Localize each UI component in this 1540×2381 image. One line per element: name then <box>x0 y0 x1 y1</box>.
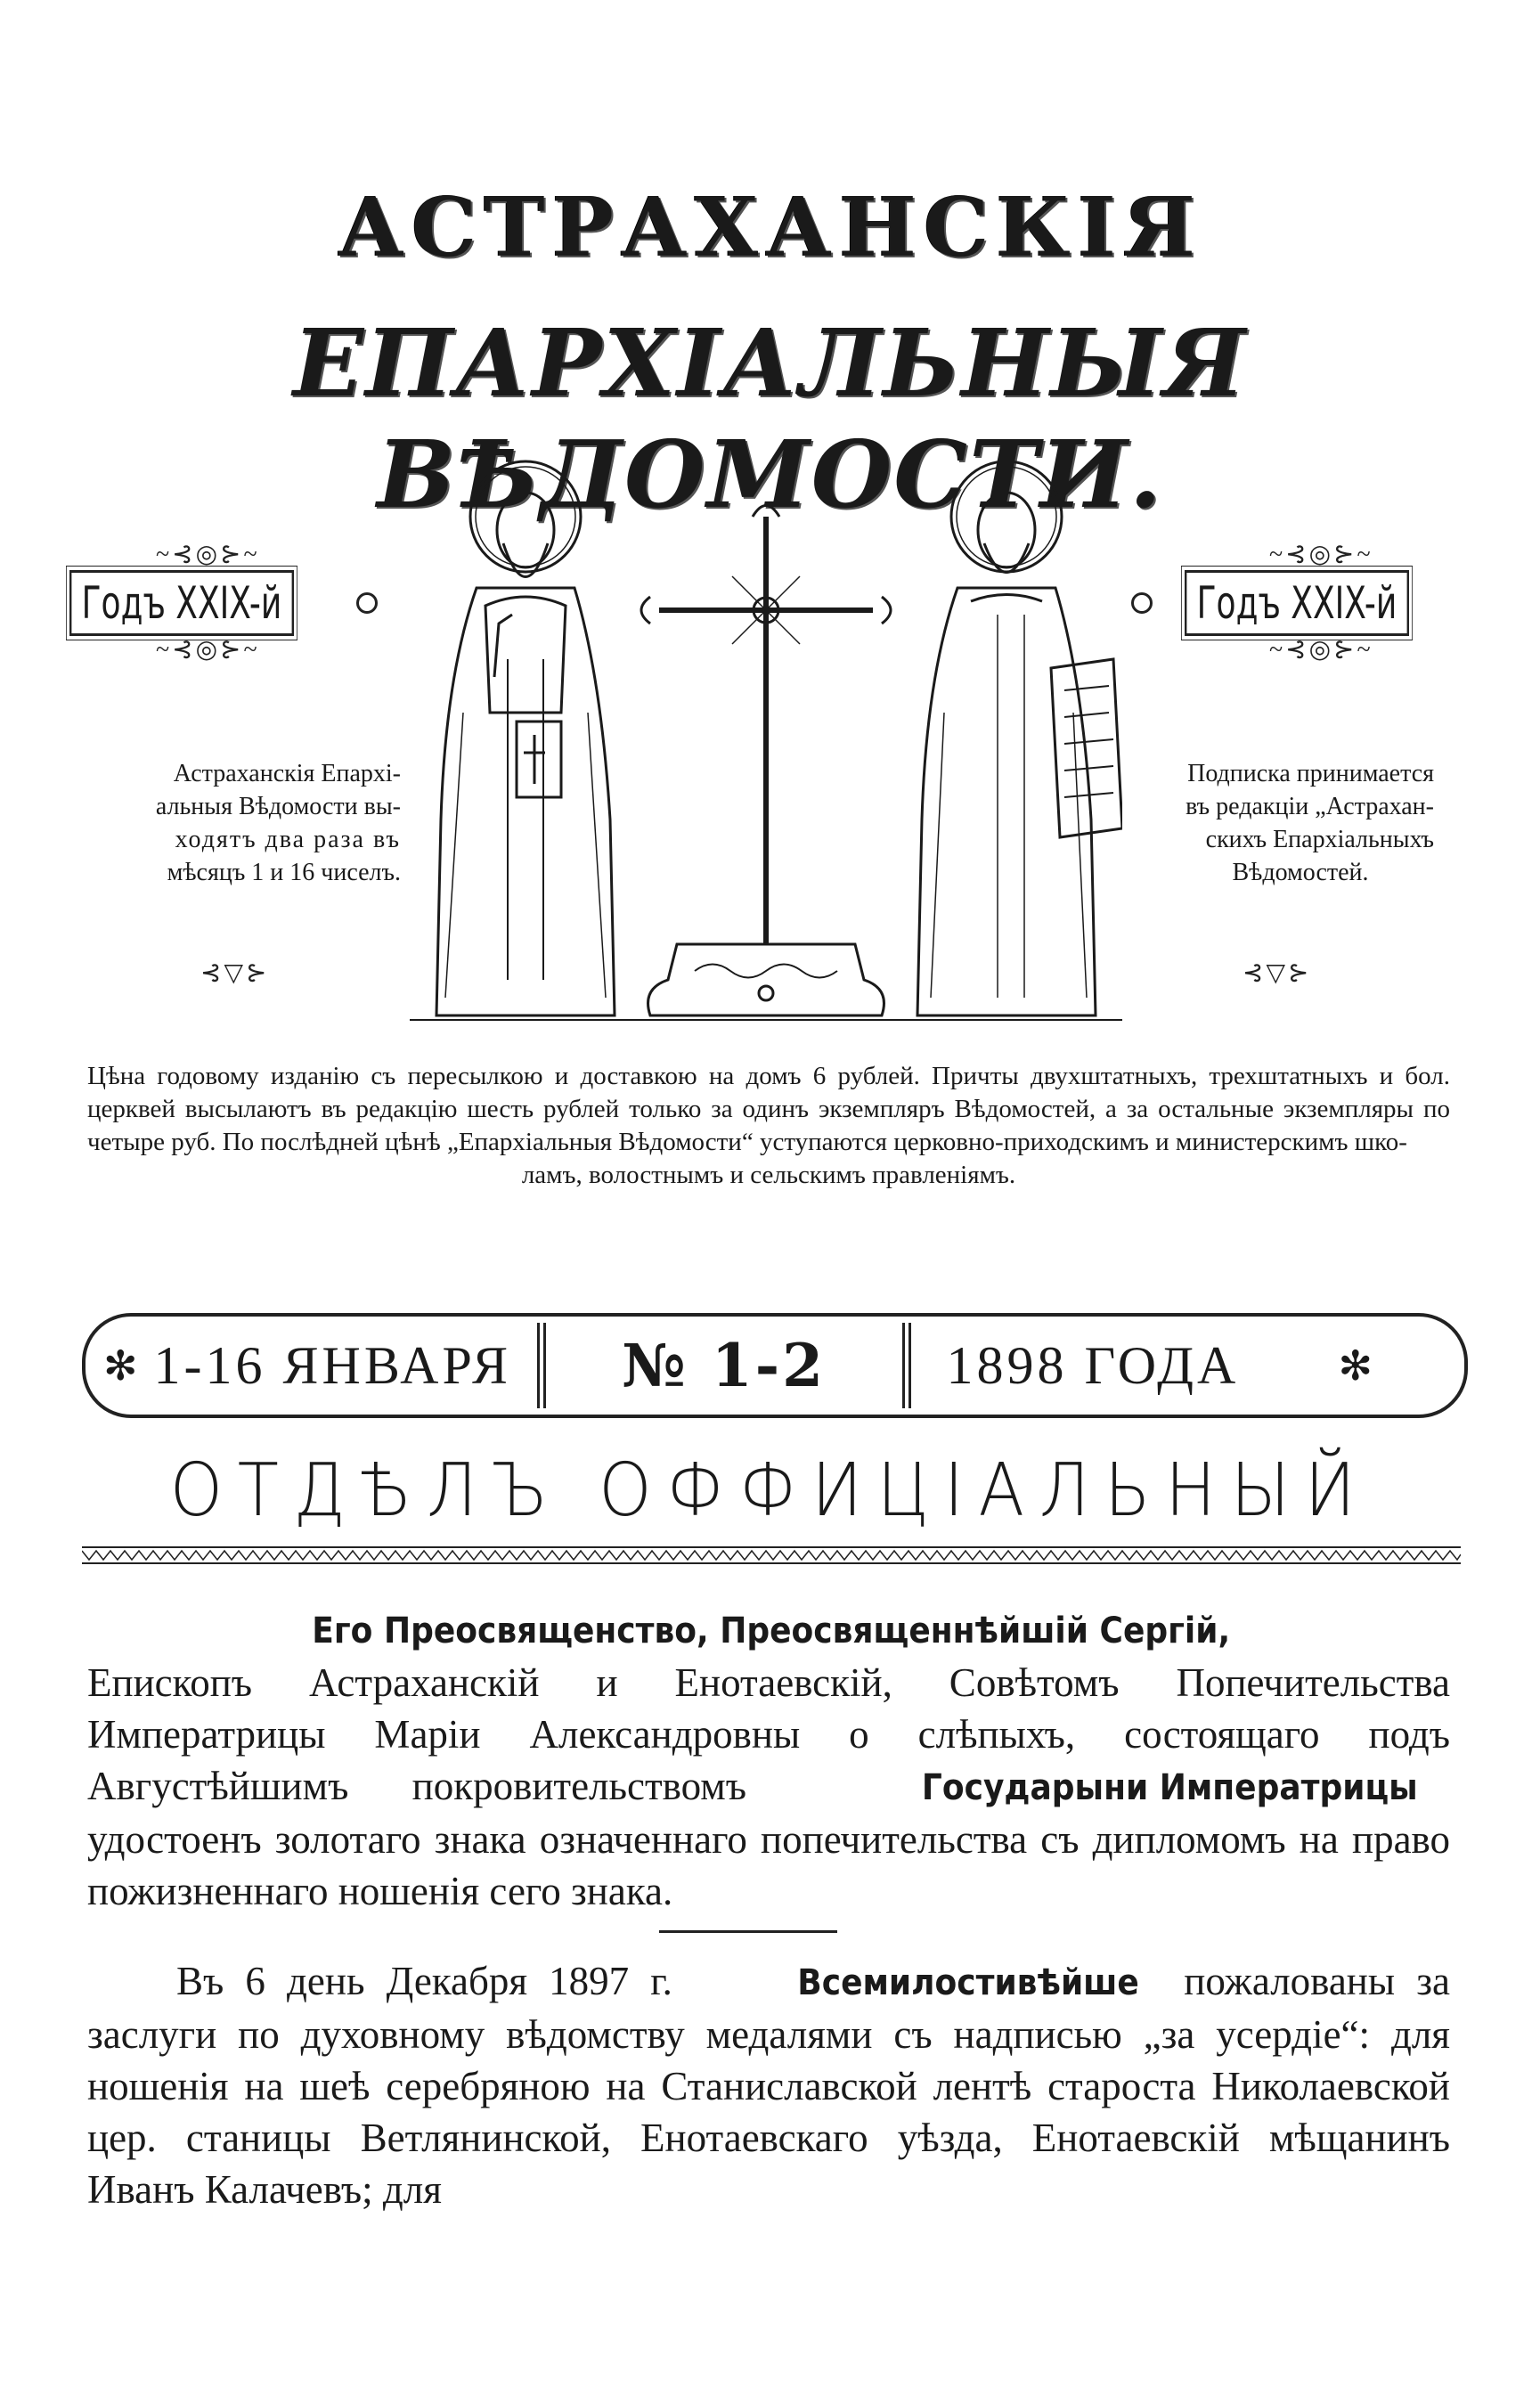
section-title: ОТДѢЛЪ ОФФИЦІАЛЬНЫЙ <box>169 1448 1371 1533</box>
ornament-left-small: ⊰▽⊱ <box>200 959 270 987</box>
masthead-title-line1: АСТРАХАНСКІЯ <box>337 179 1203 275</box>
circle-ornament-right <box>1131 592 1153 614</box>
left-note-line: альныя Вѣдомости вы- <box>155 793 401 820</box>
paragraph-text: пожалованы за заслуги по духовному вѣдомству медалями съ надписью „за усердіе“: для ношенія на шеѣ серебряною на Станиславской лентѣ староста Николаевской цер. станицы Ветлянинской, Енотаевскаго уѣзда, Енотаевскій мѣщанинъ Иванъ Калачевъ; для <box>87 1959 1450 2212</box>
left-note-line: Астраханскія Епархі- <box>173 760 401 787</box>
bold-text: Всемилостивѣйше <box>797 1962 1139 2003</box>
right-note-line: скихъ Епархіальныхъ <box>1205 826 1434 853</box>
separator-rule <box>659 1930 837 1933</box>
right-note-line: Вѣдомостей. <box>1232 859 1369 886</box>
bold-text: Его Преосвященство, Преосвященнѣйшій Сергій, <box>312 1610 1231 1651</box>
left-note <box>80 757 401 889</box>
right-note-line: Подписка принимается <box>1187 760 1434 787</box>
circle-ornament-left <box>356 592 378 614</box>
issue-divider <box>902 1323 911 1408</box>
issue-divider <box>537 1323 546 1408</box>
paragraph-text: удостоенъ золотаго знака означеннаго попечительства съ дипломомъ на право пожизненнаго ношенія сего знака. <box>87 1817 1450 1913</box>
issue-banner <box>82 1313 1468 1418</box>
left-note-line: мѣсяцъ 1 и 16 чиселъ. <box>167 859 401 886</box>
paragraph-text: Въ 6 день Декабря 1897 г. <box>176 1959 695 2003</box>
notice-text: Цѣна годовому изданію съ пересылкою и доставкою на домъ 6 рублей. Причты двухштатныхъ, трехштатныхъ и бол. церквей высылаютъ въ редакцію шесть рублей только за одинъ экземпляръ Вѣдомостей, а за остальные экземпляры по четыре руб. По послѣдней цѣнѣ „Епархіальныя Вѣдомости“ уступаются церковно-приходскимъ и министерскимъ шко- <box>87 1062 1450 1156</box>
ornament-bottom-left: ~⊰◎⊱~ <box>156 636 260 664</box>
asterisk-ornament-right: ✻ <box>1338 1343 1377 1389</box>
section-divider <box>82 1545 1461 1565</box>
notice-last-line: ламъ, волостнымъ и сельскимъ правленіямъ. <box>521 1161 1016 1189</box>
subscription-notice <box>87 1060 1450 1192</box>
ornament-top-right: ~⊰◎⊱~ <box>1269 541 1373 568</box>
issue-number: № 1-2 <box>622 1331 827 1400</box>
right-note-line: въ редакціи „Астрахан- <box>1186 793 1434 820</box>
ornament-top-left: ~⊰◎⊱~ <box>156 541 260 568</box>
masthead-title-line2: ЕПАРХІАЛЬНЫЯ ВѢДОМОСТИ. <box>292 308 1248 529</box>
ornament-right-small: ⊰▽⊱ <box>1243 959 1312 987</box>
paragraph-award-bishop <box>87 1603 1450 1917</box>
right-note <box>1113 757 1434 889</box>
year-box-right: Годъ XXIX-й <box>1185 570 1409 636</box>
issue-year: 1898 ГОДА <box>946 1335 1240 1395</box>
bold-text: Государыни Императрицы <box>922 1767 1419 1808</box>
year-box-left: Годъ XXIX-й <box>69 570 294 636</box>
ornament-bottom-right: ~⊰◎⊱~ <box>1269 636 1373 664</box>
paragraph-text: Епископъ Астраханскій и Енотаевскій, Совѣтомъ Попечительства Императрицы Маріи Александровны о слѣпыхъ, состоящаго подъ Августѣйшимъ покровительствомъ <box>87 1660 1450 1808</box>
saints-and-cross-engraving <box>410 445 1122 1024</box>
paragraph-medals <box>87 1955 1450 2215</box>
issue-date: 1-16 ЯНВАРЯ <box>153 1335 512 1395</box>
left-note-line: ходятъ два раза въ <box>175 826 401 853</box>
asterisk-ornament-left: ✻ <box>103 1343 142 1389</box>
